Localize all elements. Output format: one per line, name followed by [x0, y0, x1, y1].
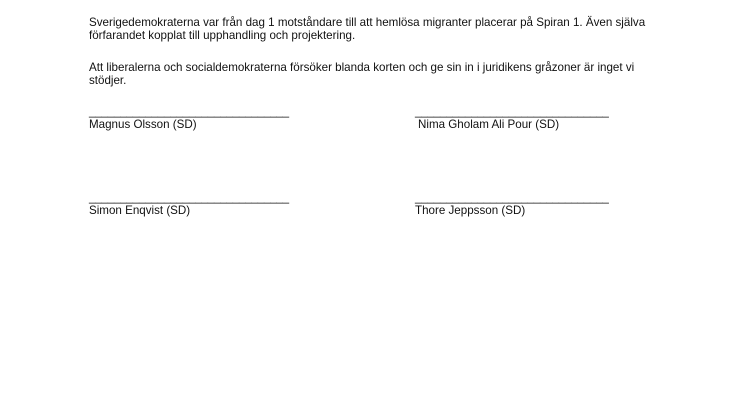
signature-line: ________________________________ — [89, 105, 289, 118]
signatory-name: Thore Jeppsson (SD) — [415, 204, 526, 217]
signature-line: _______________________________ — [415, 105, 609, 118]
signatory-name: Nima Gholam Ali Pour (SD) — [418, 118, 560, 131]
paragraph-1: Sverigedemokraterna var från dag 1 motståndare till att hemlösa migranter placerar på Spiran 1. Även själva förfarandet kopplat till upphandling och projektering. — [89, 16, 646, 42]
signatory-name: Magnus Olsson (SD) — [89, 118, 197, 131]
signature-line: ________________________________ — [89, 191, 289, 204]
signatory-name: Simon Enqvist (SD) — [89, 204, 191, 217]
signature-block-nima-gholam-ali-pour — [415, 105, 609, 131]
signature-block-thore-jeppsson — [415, 191, 609, 217]
signature-block-magnus-olsson — [89, 105, 289, 131]
signature-line: _______________________________ — [415, 191, 609, 204]
signature-block-simon-enqvist — [89, 191, 289, 217]
paragraph-2: Att liberalerna och socialdemokraterna försöker blanda korten och ge sin in i juridikens gråzoner är inget vi stödjer. — [89, 61, 635, 87]
